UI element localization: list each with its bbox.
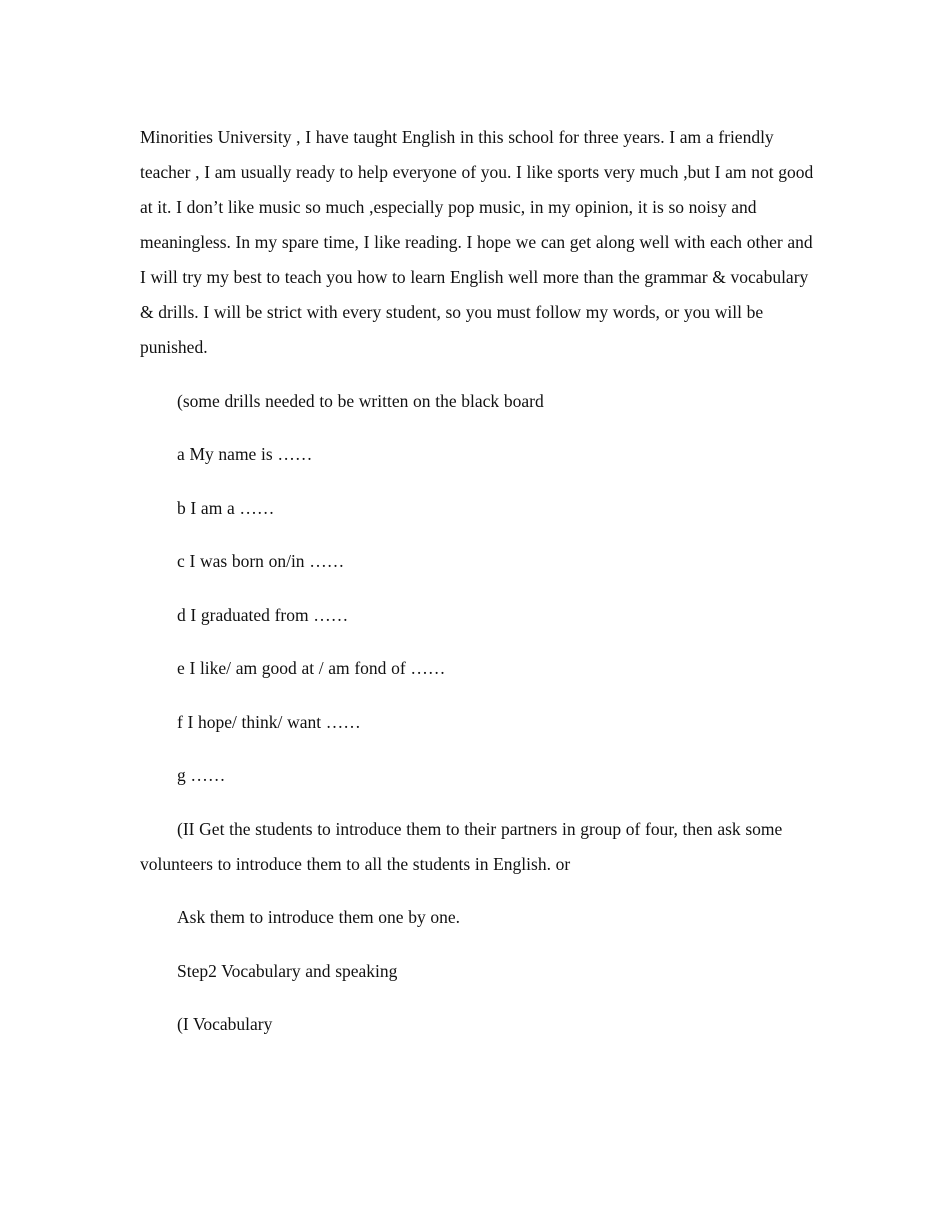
activity-paragraph: (II Get the students to introduce them to their partners in group of four, then ask some volunteers to introduce them to all the students in English. or <box>140 818 783 874</box>
drill-item-g: g …… <box>177 765 226 785</box>
document-page <box>140 120 820 1061</box>
drills-note: (some drills needed to be written on the black board <box>177 390 544 411</box>
drill-item-d: d I graduated from …… <box>177 604 349 625</box>
drill-item-f: f I hope/ think/ want …… <box>177 711 361 732</box>
vocabulary-heading: (I Vocabulary <box>177 1014 273 1034</box>
drill-item-c: c I was born on/in …… <box>177 551 345 571</box>
drill-item-a: a My name is …… <box>177 444 313 464</box>
drill-item-b: b I am a …… <box>177 497 275 518</box>
intro-paragraph: Minorities University , I have taught English in this school for three years. I am a friendly teacher , I am usually ready to help everyone of you. I like sports very much ,but I am not good at it. I don’t like music so much ,especially pop music, in my opinion, it is so noisy and meaningless. In my spare time, I like reading. I hope we can get along well with each other and I will try my best to teach you how to learn English well more than the grammar & vocabulary & drills. I will be strict with every student, so you must follow my words, or you will be punished. <box>140 127 814 357</box>
drill-item-e: e I like/ am good at / am fond of …… <box>177 658 446 678</box>
alternative-instruction: Ask them to introduce them one by one. <box>177 907 461 927</box>
step2-heading: Step2 Vocabulary and speaking <box>177 960 398 981</box>
